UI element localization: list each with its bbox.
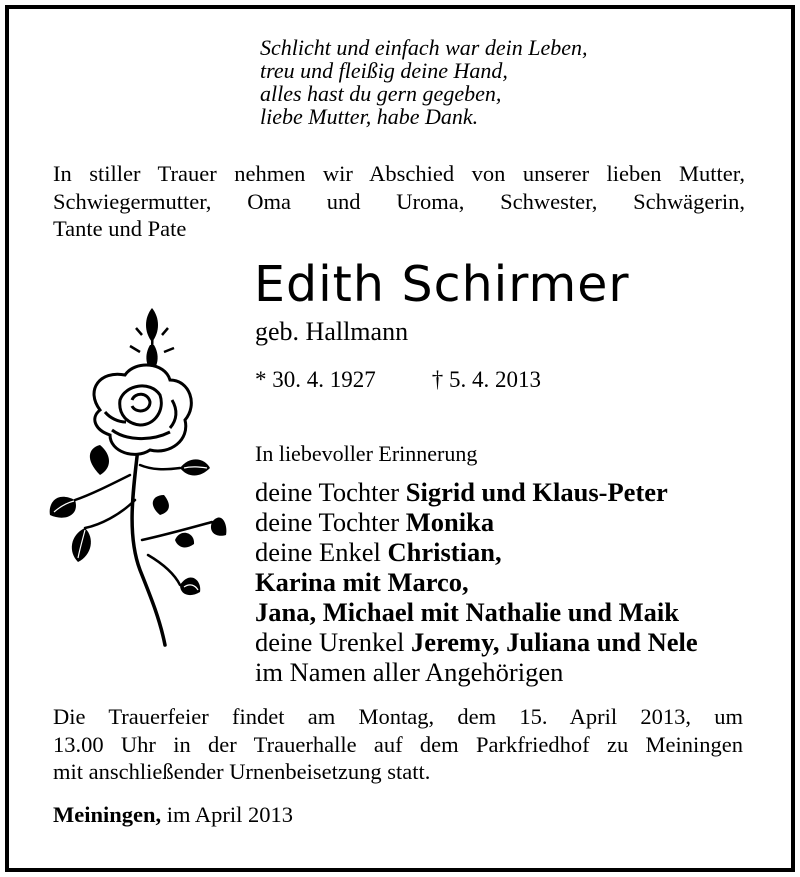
deceased-name: Edith Schirmer — [254, 256, 630, 313]
family-list — [255, 477, 698, 687]
death-date: † 5. 4. 2013 — [431, 367, 541, 392]
ceremony-text — [53, 703, 743, 786]
poem-line: alles hast du gern gegeben, — [260, 81, 502, 106]
family-names: Jana, Michael mit Nathalie und Maik — [255, 597, 680, 627]
family-names: Monika — [405, 507, 495, 537]
family-line — [255, 507, 698, 537]
family-closing: im Namen aller Angehörigen — [255, 657, 564, 687]
poem — [260, 36, 588, 128]
ceremony-line: Die Trauerfeier findet am Montag, dem 15. April 2013, um — [53, 704, 743, 729]
poem-line: liebe Mutter, habe Dank. — [260, 104, 479, 129]
family-line — [255, 477, 698, 507]
poem-line: treu und fleißig deine Hand, — [260, 58, 508, 83]
family-names: Karina mit Marco, — [255, 567, 469, 597]
poem-line: Schlicht und einfach war dein Leben, — [260, 35, 588, 60]
intro-line: Tante und Pate — [53, 216, 187, 241]
family-line — [255, 537, 698, 567]
place-month: im April 2013 — [161, 802, 294, 827]
intro-text — [53, 160, 745, 243]
intro-line: In stiller Trauer nehmen wir Abschied von unserer lieben Mutter, — [53, 161, 745, 186]
family-names: Christian, — [387, 537, 502, 567]
place-city: Meiningen, — [53, 802, 162, 827]
family-line — [255, 597, 698, 627]
family-relation: deine Urenkel — [255, 627, 411, 657]
family-relation: deine Tochter — [255, 507, 406, 537]
life-dates — [255, 367, 541, 393]
family-names: Jeremy, Juliana und Nele — [411, 627, 698, 657]
family-relation: deine Enkel — [255, 537, 388, 567]
place-date — [53, 802, 293, 828]
memory-heading: In liebevoller Erinnerung — [255, 441, 478, 466]
rose-illustration — [40, 300, 230, 650]
family-line — [255, 567, 698, 597]
family-line — [255, 627, 698, 657]
ceremony-line: mit anschließender Urnenbeisetzung statt. — [53, 759, 431, 784]
intro-line: Schwiegermutter, Oma und Uroma, Schwester, Schwägerin, — [53, 188, 745, 214]
family-names: Sigrid und Klaus-Peter — [405, 477, 668, 507]
birth-date: * 30. 4. 1927 — [255, 367, 376, 392]
ceremony-line: 13.00 Uhr in der Trauerhalle auf dem Parkfriedhof zu Meiningen — [53, 731, 743, 757]
maiden-name: geb. Hallmann — [255, 317, 409, 346]
family-relation: deine Tochter — [255, 477, 406, 507]
